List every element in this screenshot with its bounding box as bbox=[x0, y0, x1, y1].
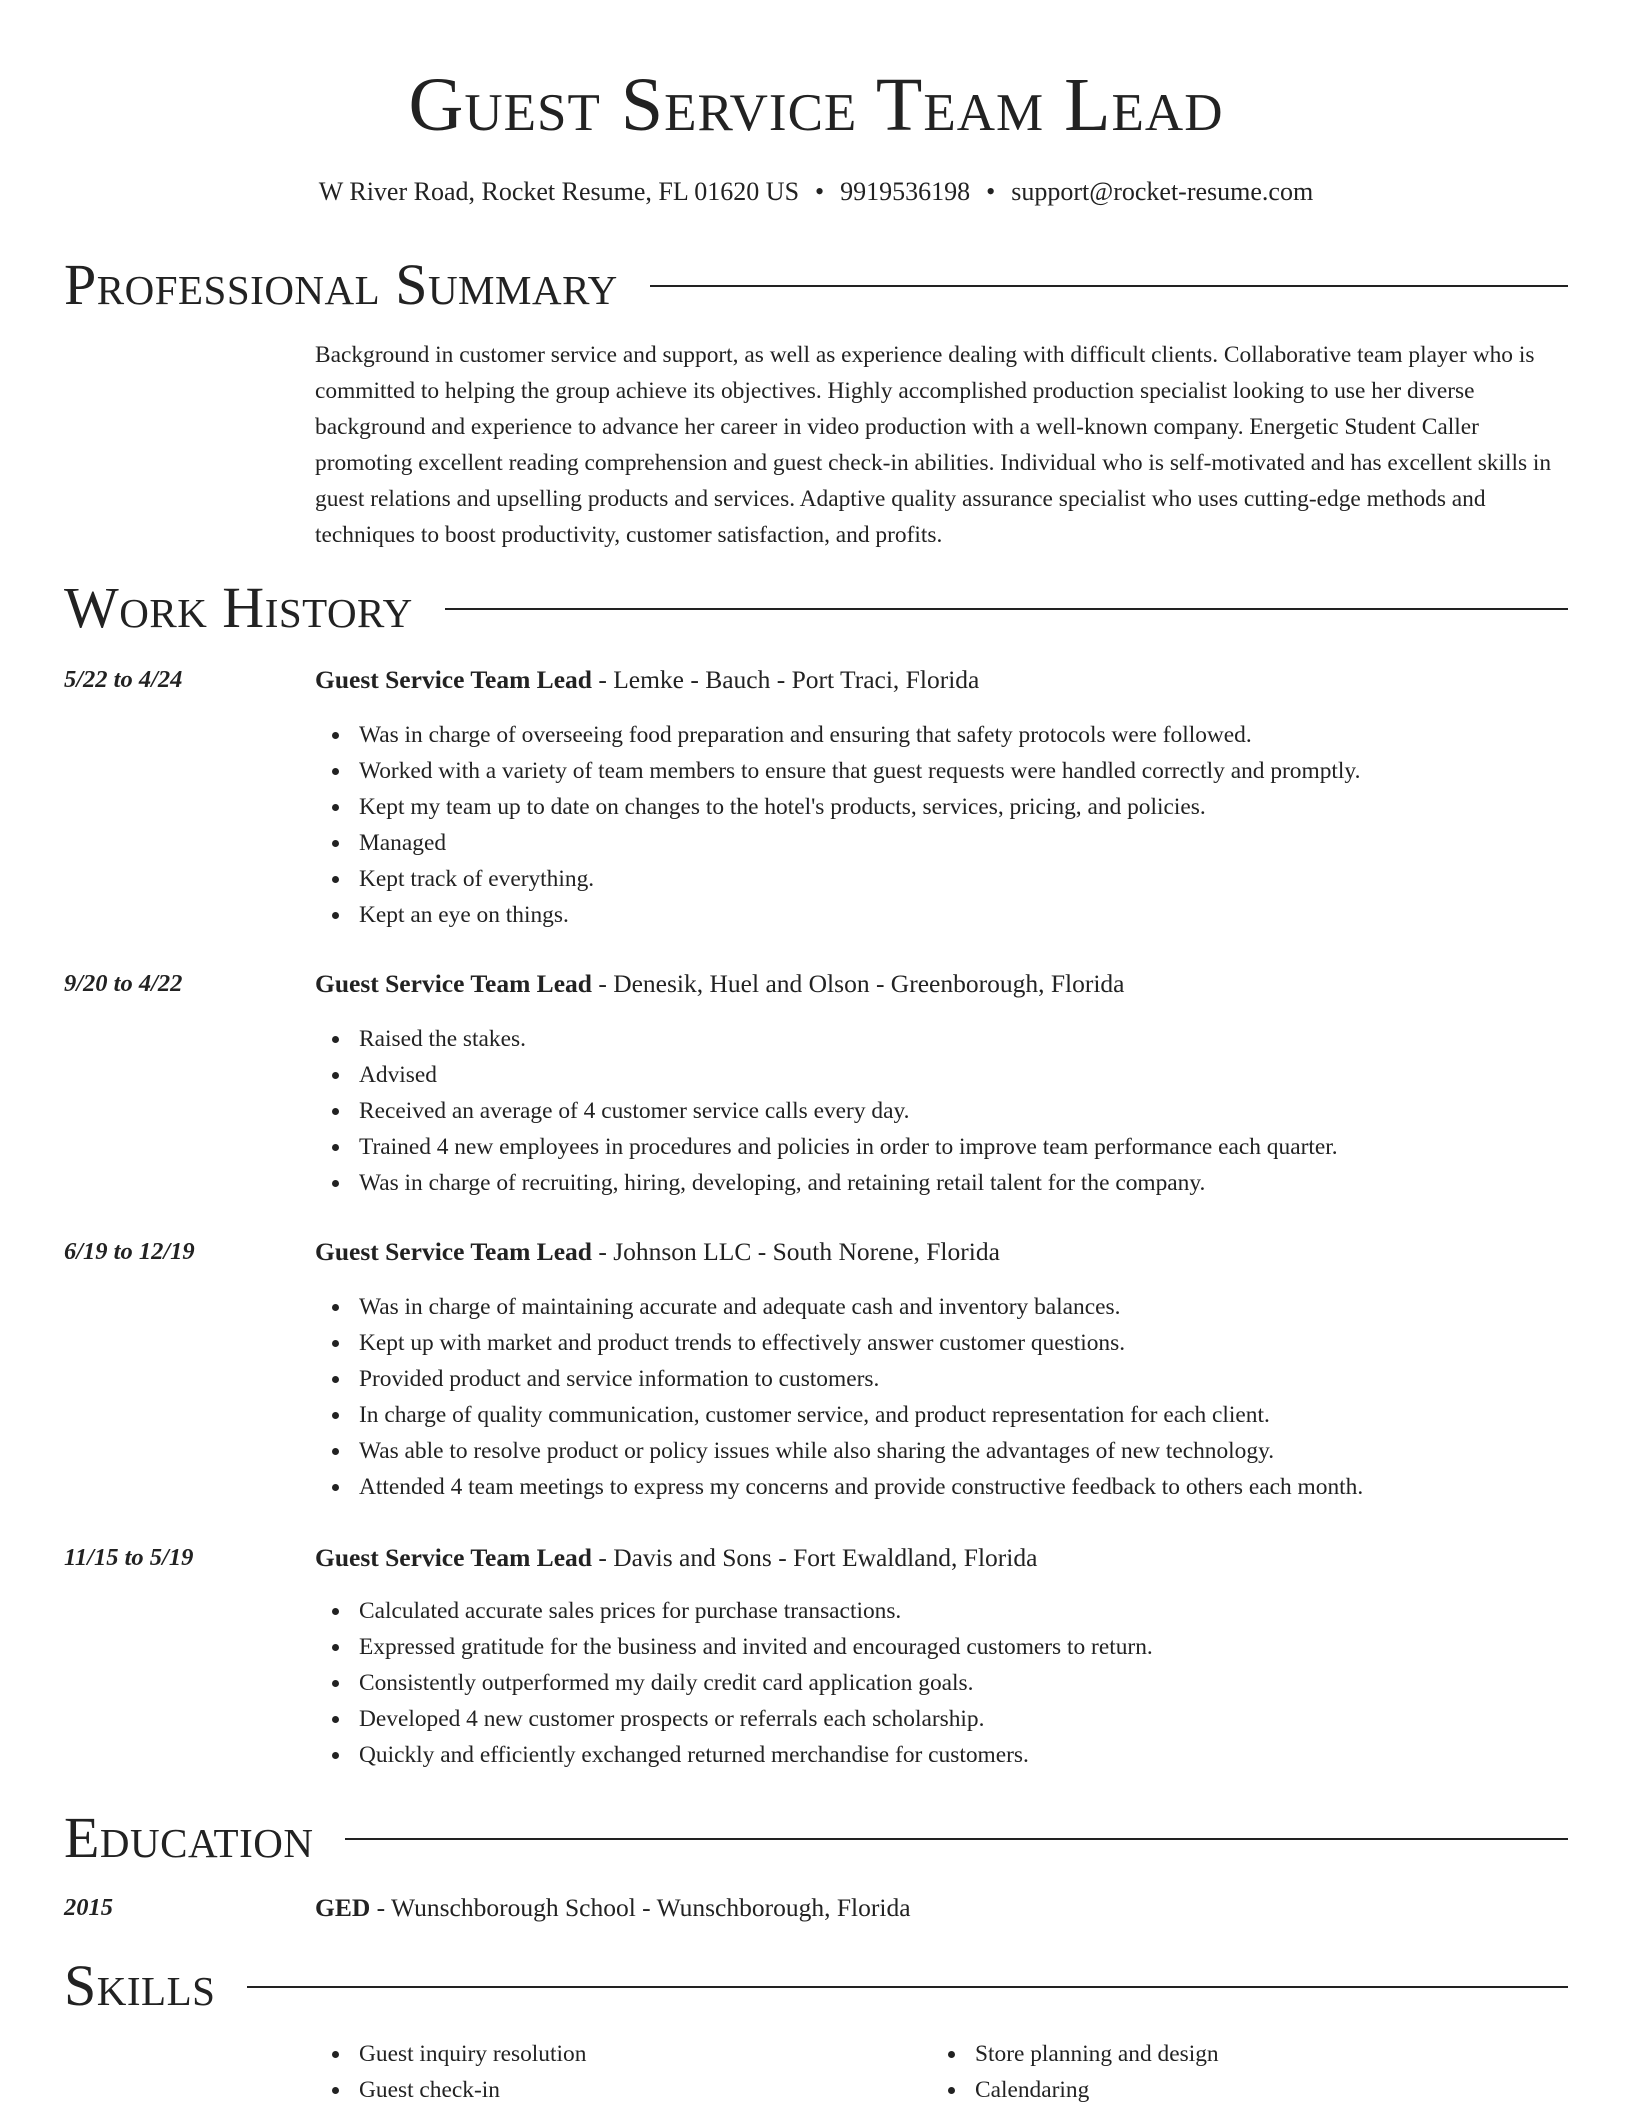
list-item: Kept an eye on things. bbox=[315, 897, 1568, 933]
section-heading-work-history bbox=[64, 573, 1568, 643]
list-item: Was in charge of overseeing food preparation and ensuring that safety protocols were followed. bbox=[315, 717, 1568, 753]
list-item: Kept my team up to date on changes to the hotel's products, services, pricing, and policies. bbox=[315, 789, 1568, 825]
education-degree: GED bbox=[315, 1893, 371, 1922]
contact-line bbox=[0, 174, 1632, 210]
contact-separator: • bbox=[815, 177, 825, 206]
skill-item: Store planning and design bbox=[931, 2036, 1219, 2072]
job-bullets bbox=[315, 1289, 1568, 1505]
list-item: Provided product and service information to customers. bbox=[315, 1361, 1568, 1397]
section-divider bbox=[345, 1838, 1568, 1840]
skill-item: Guest inquiry resolution bbox=[315, 2036, 586, 2072]
section-heading-education bbox=[64, 1803, 1568, 1873]
job-title-line bbox=[315, 967, 1125, 1001]
section-divider bbox=[247, 1986, 1568, 1988]
job-dates: 9/20 to 4/22 bbox=[64, 970, 183, 997]
job-title: Guest Service Team Lead bbox=[315, 1543, 592, 1572]
list-item: Calculated accurate sales prices for purchase transactions. bbox=[315, 1593, 1568, 1629]
list-item: Attended 4 team meetings to express my concerns and provide constructive feedback to others each month. bbox=[315, 1469, 1568, 1505]
skills-list-left bbox=[315, 2036, 586, 2108]
job-employer: - Johnson LLC - South Norene, Florida bbox=[591, 1237, 1000, 1266]
job-title-line bbox=[315, 1235, 1000, 1269]
job-employer: - Lemke - Bauch - Port Traci, Florida bbox=[591, 665, 980, 694]
list-item: Kept up with market and product trends to effectively answer customer questions. bbox=[315, 1325, 1568, 1361]
job-employer: - Davis and Sons - Fort Ewaldland, Florida bbox=[591, 1543, 1038, 1572]
contact-separator: • bbox=[986, 177, 996, 206]
list-item: Expressed gratitude for the business and invited and encouraged customers to return. bbox=[315, 1629, 1568, 1665]
job-title: Guest Service Team Lead bbox=[315, 1237, 592, 1266]
education-school: - Wunschborough School - Wunschborough, Florida bbox=[370, 1893, 911, 1922]
education-line bbox=[315, 1891, 911, 1925]
job-bullets bbox=[315, 717, 1568, 933]
section-heading-skills bbox=[64, 1951, 1568, 2021]
contact-address: W River Road, Rocket Resume, FL 01620 US bbox=[318, 177, 800, 206]
section-title: Professional Summary bbox=[64, 252, 618, 317]
job-bullets bbox=[315, 1593, 1568, 1773]
skill-item: Calendaring bbox=[931, 2072, 1219, 2108]
skill-item: Guest check-in bbox=[315, 2072, 586, 2108]
list-item: Was in charge of recruiting, hiring, developing, and retaining retail talent for the company. bbox=[315, 1165, 1568, 1201]
list-item: Advised bbox=[315, 1057, 1568, 1093]
list-item: Quickly and efficiently exchanged returned merchandise for customers. bbox=[315, 1737, 1568, 1773]
education-year: 2015 bbox=[64, 1894, 113, 1921]
job-dates: 6/19 to 12/19 bbox=[64, 1238, 195, 1265]
section-title: Skills bbox=[64, 1953, 216, 2018]
section-divider bbox=[650, 285, 1568, 287]
job-title: Guest Service Team Lead bbox=[315, 665, 592, 694]
job-dates: 11/15 to 5/19 bbox=[64, 1544, 194, 1571]
skills-list-right bbox=[931, 2036, 1219, 2108]
section-divider bbox=[445, 608, 1568, 610]
list-item: Trained 4 new employees in procedures and policies in order to improve team performance each quarter. bbox=[315, 1129, 1568, 1165]
job-title: Guest Service Team Lead bbox=[315, 969, 592, 998]
list-item: Kept track of everything. bbox=[315, 861, 1568, 897]
list-item: Managed bbox=[315, 825, 1568, 861]
contact-phone: 9919536198 bbox=[840, 177, 971, 206]
summary-text: Background in customer service and support, as well as experience dealing with difficult clients. Collaborative team player who is committed to helping the group achieve its objectives. Highly accomplished production specialist looking to use her diverse background and experience to advance her career in video production with a well-known company. Energetic Student Caller promoting excellent reading comprehension and guest check-in abilities. Individual who is self-motivated and has excellent skills in guest relations and upselling products and services. Adaptive quality assurance specialist who uses cutting-edge methods and techniques to boost productivity, customer satisfaction, and profits. bbox=[315, 342, 1552, 548]
contact-email: support@rocket-resume.com bbox=[1011, 177, 1314, 206]
list-item: Received an average of 4 customer service calls every day. bbox=[315, 1093, 1568, 1129]
list-item: Raised the stakes. bbox=[315, 1021, 1568, 1057]
job-title-line bbox=[315, 663, 979, 697]
section-heading-summary bbox=[64, 250, 1568, 320]
list-item: Consistently outperformed my daily credit card application goals. bbox=[315, 1665, 1568, 1701]
section-title: Education bbox=[64, 1805, 314, 1870]
section-title: Work History bbox=[64, 575, 413, 640]
list-item: Worked with a variety of team members to ensure that guest requests were handled correctly and promptly. bbox=[315, 753, 1568, 789]
list-item: Was able to resolve product or policy issues while also sharing the advantages of new technology. bbox=[315, 1433, 1568, 1469]
list-item: Developed 4 new customer prospects or referrals each scholarship. bbox=[315, 1701, 1568, 1737]
resume-name: Guest Service Team Lead bbox=[408, 63, 1224, 147]
list-item: Was in charge of maintaining accurate and adequate cash and inventory balances. bbox=[315, 1289, 1568, 1325]
job-dates: 5/22 to 4/24 bbox=[64, 666, 183, 693]
list-item: In charge of quality communication, customer service, and product representation for each client. bbox=[315, 1397, 1568, 1433]
job-bullets bbox=[315, 1021, 1568, 1201]
job-title-line bbox=[315, 1541, 1037, 1575]
job-employer: - Denesik, Huel and Olson - Greenborough, Florida bbox=[591, 969, 1125, 998]
